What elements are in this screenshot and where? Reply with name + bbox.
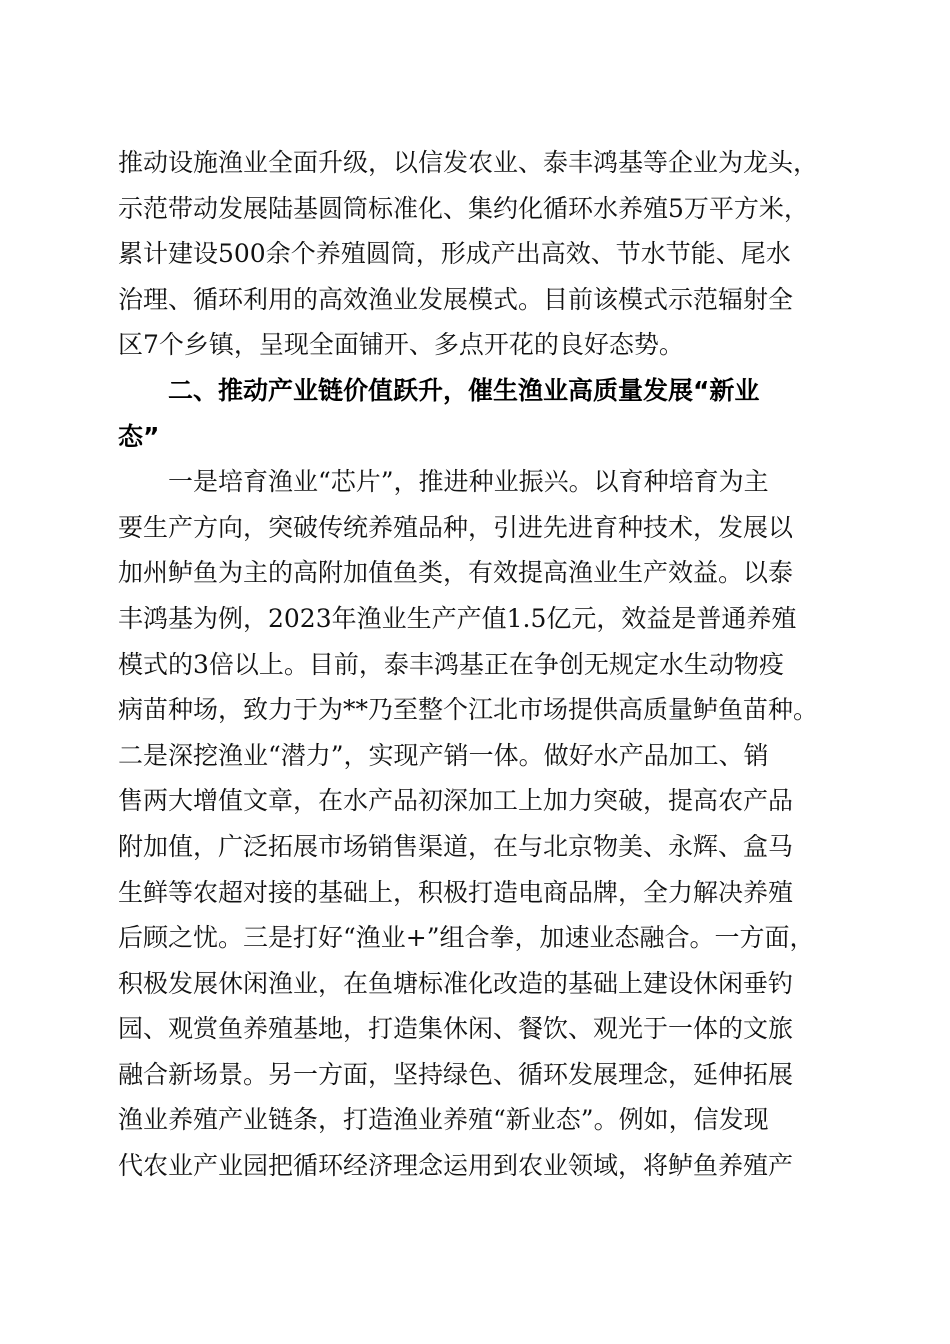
text-line: 一是培育渔业“芯片”，推进种业振兴。以育种培育为主 bbox=[168, 467, 769, 497]
text-line: 渔业养殖产业链条，打造渔业养殖“新业态”。例如，信发现 bbox=[118, 1105, 769, 1135]
text-line: 模式的3倍以上。目前，泰丰鸿基正在争创无规定水生动物疫 bbox=[118, 649, 784, 679]
text-line: 丰鸿基为例，2023年渔业生产产值1.5亿元，效益是普通养殖 bbox=[118, 603, 797, 633]
paragraph-industry-chain bbox=[118, 459, 838, 1189]
text-line: 融合新场景。另一方面，坚持绿色、循环发展理念，延伸拓展 bbox=[118, 1059, 794, 1089]
heading-line: 二、推动产业链价值跃升，催生渔业高质量发展“新业 bbox=[168, 375, 760, 405]
paragraph-facility-fishery bbox=[118, 140, 838, 368]
text-line: 生鲜等农超对接的基础上，积极打造电商品牌，全力解决养殖 bbox=[118, 877, 794, 907]
text-line: 治理、循环利用的高效渔业发展模式。目前该模式示范辐射全 bbox=[118, 284, 794, 314]
text-line: 加州鲈鱼为主的高附加值鱼类，有效提高渔业生产效益。以泰 bbox=[118, 558, 794, 588]
text-line: 病苗种场，致力于为**乃至整个江北市场提供高质量鲈鱼苗种。 bbox=[118, 695, 819, 725]
text-line: 售两大增值文章，在水产品初深加工上加力突破，提高农产品 bbox=[118, 786, 794, 816]
text-line: 要生产方向，突破传统养殖品种，引进先进育种技术，发展以 bbox=[118, 512, 794, 542]
text-line: 积极发展休闲渔业，在鱼塘标准化改造的基础上建设休闲垂钓 bbox=[118, 968, 794, 998]
text-line: 附加值，广泛拓展市场销售渠道，在与北京物美、永辉、盒马 bbox=[118, 831, 794, 861]
text-line: 推动设施渔业全面升级，以信发农业、泰丰鸿基等企业为龙头， bbox=[118, 148, 819, 177]
section-heading bbox=[118, 368, 838, 459]
text-line: 园、观赏鱼养殖基地，打造集休闲、餐饮、观光于一体的文旅 bbox=[118, 1014, 794, 1044]
heading-line: 态” bbox=[118, 421, 160, 451]
text-line: 后顾之忧。三是打好“渔业+”组合拳，加速业态融合。一方面， bbox=[118, 923, 815, 953]
text-line: 二是深挖渔业“潜力”，实现产销一体。做好水产品加工、销 bbox=[118, 740, 769, 770]
text-line: 累计建设500余个养殖圆筒，形成产出高效、节水节能、尾水 bbox=[118, 239, 791, 269]
document-body bbox=[118, 140, 838, 1189]
text-line: 示范带动发展陆基圆筒标准化、集约化循环水养殖5万平方米， bbox=[118, 193, 809, 223]
text-line: 代农业产业园把循环经济理念运用到农业领域，将鲈鱼养殖产 bbox=[118, 1151, 794, 1181]
text-line: 区7个乡镇，呈现全面铺开、多点开花的良好态势。 bbox=[118, 330, 684, 360]
